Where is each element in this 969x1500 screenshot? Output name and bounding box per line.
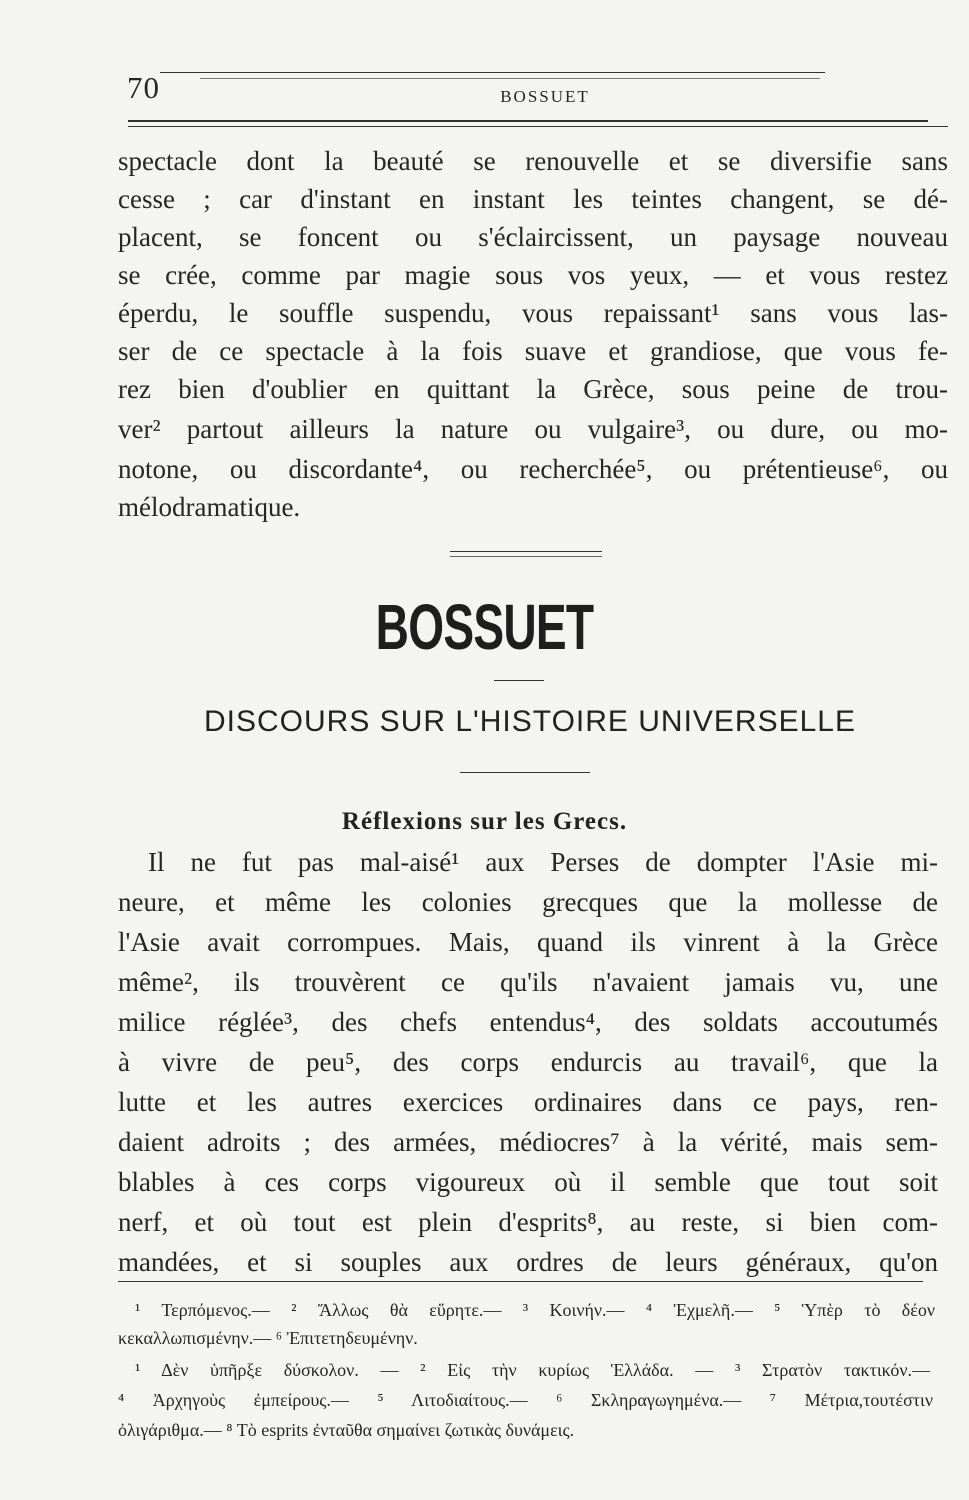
header-rule-top — [160, 72, 825, 73]
text-line: mandées, et si souples aux ordres de leurs généraux, qu'on — [118, 1247, 938, 1277]
text-line: daient adroits ; des armées, médiocres⁷ à la vérité, mais sem- — [118, 1127, 938, 1157]
text-line: spectacle dont la beauté se renouvelle et se diversifie sans — [118, 146, 948, 176]
text-line: se crée, comme par magie sous vos yeux, — et vous restez — [118, 260, 948, 290]
text-line: nerf, et où tout est plein d'esprits⁸, au reste, si bien com- — [118, 1207, 938, 1237]
text-line: l'Asie avait corrompues. Mais, quand ils vinrent à la Grèce — [118, 927, 938, 957]
text-line: placent, se foncent ou s'éclaircissent, un paysage nouveau — [118, 222, 948, 252]
footnote-line: ¹ Τερπόμενος.— ² Ἄλλως θὰ εὕρητε.— ³ Κοινήν.— ⁴ Ἐχμελῆ.— ⁵ Ὑπὲρ τὸ δέον — [135, 1300, 935, 1320]
text-line: lutte et les autres exercices ordinaires dans ce pays, ren- — [118, 1087, 938, 1117]
footnote-line: ὀλιγάριθμα.— ⁸ Τὸ esprits ἐνταῦθα σημαίνει ζωτικὰς δυνάμεις. — [118, 1420, 575, 1440]
page-number: 70 — [127, 70, 160, 105]
text-line: ver² partout ailleurs la nature ou vulgaire³, ou dure, ou mo- — [118, 414, 948, 444]
work-title: DISCOURS SUR L'HISTOIRE UNIVERSELLE — [204, 705, 856, 738]
section-separator — [450, 551, 602, 552]
author-title: BOSSUET — [375, 591, 594, 663]
text-line: neure, et même les colonies grecques que la mollesse de — [118, 887, 938, 917]
text-line: Il ne fut pas mal-aisé¹ aux Perses de dompter l'Asie mi- — [148, 847, 938, 877]
running-title: BOSSUET — [500, 87, 590, 106]
work-title-rule — [460, 772, 590, 773]
text-line: rez bien d'oublier en quittant la Grèce, sous peine de trou- — [118, 374, 948, 404]
footnote-line: κεκαλλωπισμένην.— ⁶ Ἐπιτετηδευμένην. — [118, 1328, 418, 1348]
header-rule-top-thin — [200, 78, 820, 79]
text-line: blables à ces corps vigoureux où il semble que tout soit — [118, 1167, 938, 1197]
header-rule-bottom — [128, 120, 928, 122]
text-line: cesse ; car d'instant en instant les teintes changent, se dé- — [118, 184, 948, 214]
section-title: Réflexions sur les Grecs. — [341, 808, 628, 835]
text-line: éperdu, le souffle suspendu, vous repaissant¹ sans vous las- — [118, 298, 948, 328]
text-line: ser de ce spectacle à la fois suave et grandiose, que vous fe- — [118, 336, 948, 366]
footnote-rule — [118, 1281, 923, 1282]
text-line: même², ils trouvèrent ce qu'ils n'avaient jamais vu, une — [118, 967, 938, 997]
title-rule — [494, 680, 544, 681]
text-line: mélodramatique. — [118, 492, 301, 522]
header-rule-bottom-thin — [128, 126, 948, 127]
section-separator-thin — [450, 556, 602, 557]
text-line: notone, ou discordante⁴, ou recherchée⁵, ou prétentieuse⁶, ou — [118, 454, 948, 484]
text-line: à vivre de peu⁵, des corps endurcis au travail⁶, que la — [118, 1047, 938, 1077]
footnote-line: ⁴ Ἀρχηγοὺς ἐμπείρους.— ⁵ Λιτοδιαίτους.— ⁶ Σκληραγωγημένα.— ⁷ Μέτρια,τουτέστιν — [118, 1390, 933, 1410]
footnote-line: ¹ Δὲν ὑπῆρξε δύσκολον. — ² Εἰς τὴν κυρίως Ἑλλάδα. — ³ Στρατὸν τακτικόν.— — [135, 1360, 930, 1380]
text-line: milice réglée³, des chefs entendus⁴, des soldats accoutumés — [118, 1007, 938, 1037]
